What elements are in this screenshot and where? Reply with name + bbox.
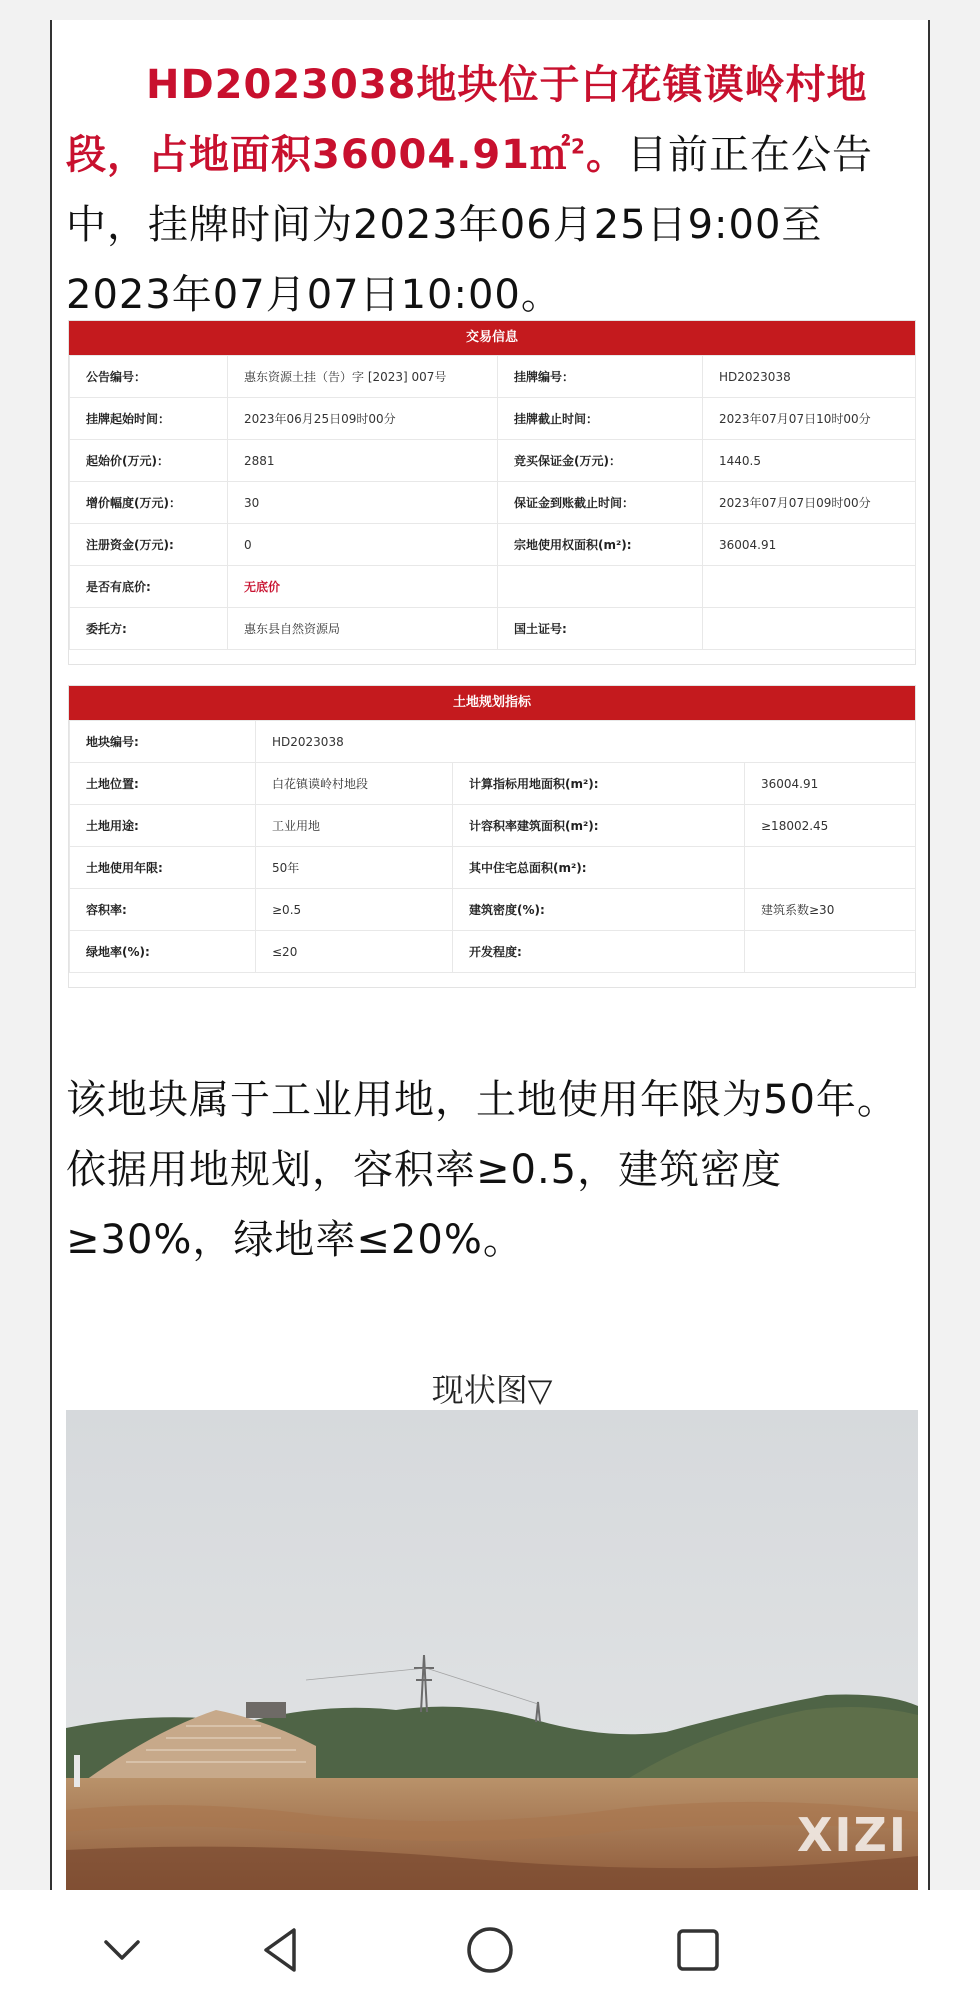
cell-value: HD2023038 (703, 356, 916, 398)
cell-label: 起始价(万元)： (70, 440, 228, 482)
cell-label: 地块编号: (70, 721, 256, 763)
home-circle-icon[interactable] (460, 1920, 520, 1980)
cell-value: 无底价 (228, 566, 498, 608)
cell-value: 36004.91 (703, 524, 916, 566)
cell-value: 36004.91 (745, 763, 916, 805)
cell-label: 计容积率建筑面积(m²): (453, 805, 745, 847)
table-row (70, 440, 916, 482)
conclusion-paragraph: 该地块属于工业用地，土地使用年限为50年。依据用地规划，容积率≥0.5，建筑密度≥30%，绿地率≤20%。 (66, 1077, 898, 1263)
article-page (50, 20, 930, 1890)
cell-value: 工业用地 (256, 805, 453, 847)
table-row (70, 847, 916, 889)
cell-label: 土地用途: (70, 805, 256, 847)
cell-value (703, 566, 916, 608)
site-photo-image (66, 1410, 918, 1890)
table-row (70, 524, 916, 566)
recents-square-icon[interactable] (668, 1920, 728, 1980)
system-nav-bar (0, 1890, 980, 2000)
cell-label: 挂牌截止时间： (498, 398, 703, 440)
table-row (70, 356, 916, 398)
land-plan-table (68, 685, 916, 988)
cell-label: 土地位置: (70, 763, 256, 805)
table-row (70, 805, 916, 847)
cell-value: 惠东县自然资源局 (228, 608, 498, 650)
cell-label: 计算指标用地面积(m²): (453, 763, 745, 805)
cell-label: 注册资金(万元): (70, 524, 228, 566)
area-superscript: 2 (571, 134, 586, 159)
cell-label: 宗地使用权面积(m²): (498, 524, 703, 566)
trade-info-table (68, 320, 916, 665)
table-row (70, 566, 916, 608)
intro-paragraph (66, 50, 916, 330)
cell-label: 建筑密度(%): (453, 889, 745, 931)
cell-value: ≥0.5 (256, 889, 453, 931)
cell-label: 其中住宅总面积(m²): (453, 847, 745, 889)
cell-value: ≤20 (256, 931, 453, 973)
trade-info-title: 交易信息 (69, 321, 915, 355)
site-photo[interactable] (66, 1410, 918, 1890)
cell-label: 公告编号： (70, 356, 228, 398)
cell-value: 2023年07月07日10时00分 (703, 398, 916, 440)
cell-value (703, 608, 916, 650)
intro-rest: 目前正在公告中，挂牌时间为2023年06月25日9:00至2023年07月07日10:00。 (66, 132, 873, 318)
cell-label: 国土证号: (498, 608, 703, 650)
cell-value (745, 931, 916, 973)
table-row (70, 889, 916, 931)
cell-value: ≥18002.45 (745, 805, 916, 847)
cell-value: 1440.5 (703, 440, 916, 482)
table-row (70, 721, 916, 763)
cell-value (745, 847, 916, 889)
cell-value: 惠东资源土挂（告）字 [2023] 007号 (228, 356, 498, 398)
cell-label: 保证金到账截止时间： (498, 482, 703, 524)
table-row (70, 608, 916, 650)
cell-label: 挂牌起始时间： (70, 398, 228, 440)
cell-value: HD2023038 (256, 721, 916, 763)
cell-value: 30 (228, 482, 498, 524)
intro-highlight: HD2023038地块位于白花镇谟岭村地段，占地面积36004.91㎡ (66, 62, 868, 178)
cell-value: 0 (228, 524, 498, 566)
cell-label: 开发程度: (453, 931, 745, 973)
cell-value: 白花镇谟岭村地段 (256, 763, 453, 805)
cell-label: 委托方: (70, 608, 228, 650)
cell-value: 2023年06月25日09时00分 (228, 398, 498, 440)
back-triangle-icon[interactable] (252, 1920, 312, 1980)
cell-label: 容积率: (70, 889, 256, 931)
cell-label: 绿地率(%): (70, 931, 256, 973)
cell-label: 土地使用年限: (70, 847, 256, 889)
intro-highlight-end: 。 (585, 132, 627, 178)
cell-label: 挂牌编号： (498, 356, 703, 398)
cell-label: 竞买保证金(万元)： (498, 440, 703, 482)
land-plan-title: 土地规划指标 (69, 686, 915, 720)
cell-label: 是否有底价: (70, 566, 228, 608)
watermark-logo: XIZI (796, 1808, 908, 1862)
table-row (70, 482, 916, 524)
cell-label (498, 566, 703, 608)
cell-value: 50年 (256, 847, 453, 889)
table-row (70, 931, 916, 973)
cell-label: 增价幅度(万元)： (70, 482, 228, 524)
cell-value: 建筑系数≥30 (745, 889, 916, 931)
chevron-down-icon[interactable] (92, 1920, 152, 1980)
table-row (70, 398, 916, 440)
cell-value: 2023年07月07日09时00分 (703, 482, 916, 524)
table-row (70, 763, 916, 805)
cell-value: 2881 (228, 440, 498, 482)
photo-caption: 现状图▽ (431, 1371, 553, 1409)
